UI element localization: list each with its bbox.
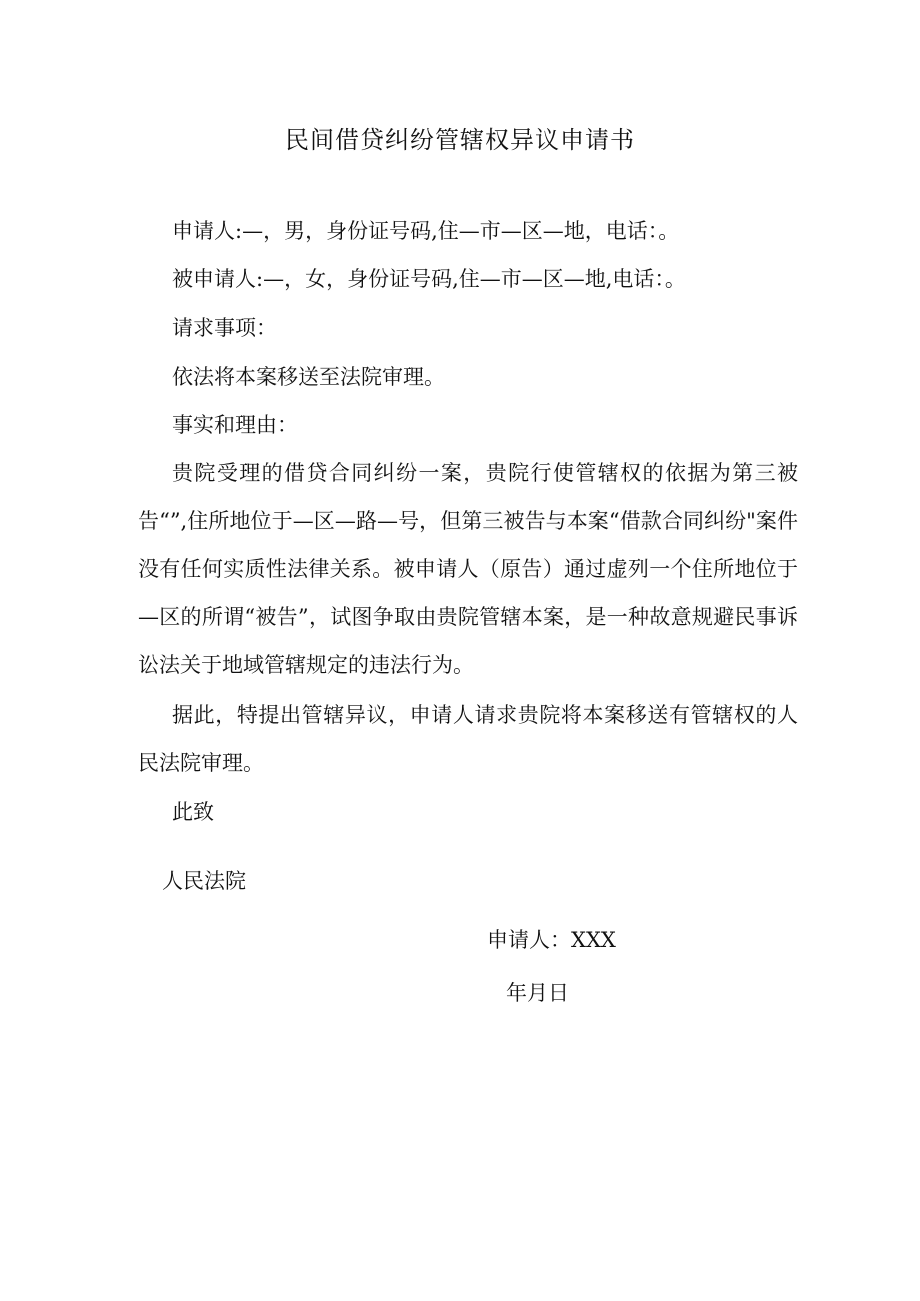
conclusion-paragraph: 据此，特提出管辖异议，申请人请求贵院将本案移送有管辖权的人民法院审理。	[138, 703, 798, 775]
facts-paragraph: 贵院受理的借贷合同纠纷一案，贵院行使管辖权的依据为第三被告“”,住所地位于—区—路—号，但第三被告与本案“借款合同纠纷"案件没有任何实质性法律关系。被申请人（原告）通过虚列一个住所地位于—区的所谓“被告”，试图争取由贵院管辖本案，是一种故意规避民事诉讼法关于地域管辖规定的违法行为。	[138, 461, 798, 677]
date-line: 年月日	[506, 981, 569, 1005]
request-heading: 请求事项：	[172, 316, 277, 340]
court-name: 人民法院	[162, 869, 246, 893]
signature-line: 申请人：XXX	[487, 928, 616, 952]
request-content: 依法将本案移送至法院审理。	[172, 365, 445, 389]
document-title: 民间借贷纠纷管辖权异议申请书	[285, 126, 635, 154]
salutation: 此致	[172, 800, 214, 824]
respondent-line: 被申请人:—，女，身份证号码,住—市—区—地,电话：。	[172, 267, 686, 291]
applicant-line: 申请人:—，男，身份证号码,住—市—区—地，电话：。	[172, 219, 680, 243]
facts-heading: 事实和理由：	[172, 413, 298, 437]
